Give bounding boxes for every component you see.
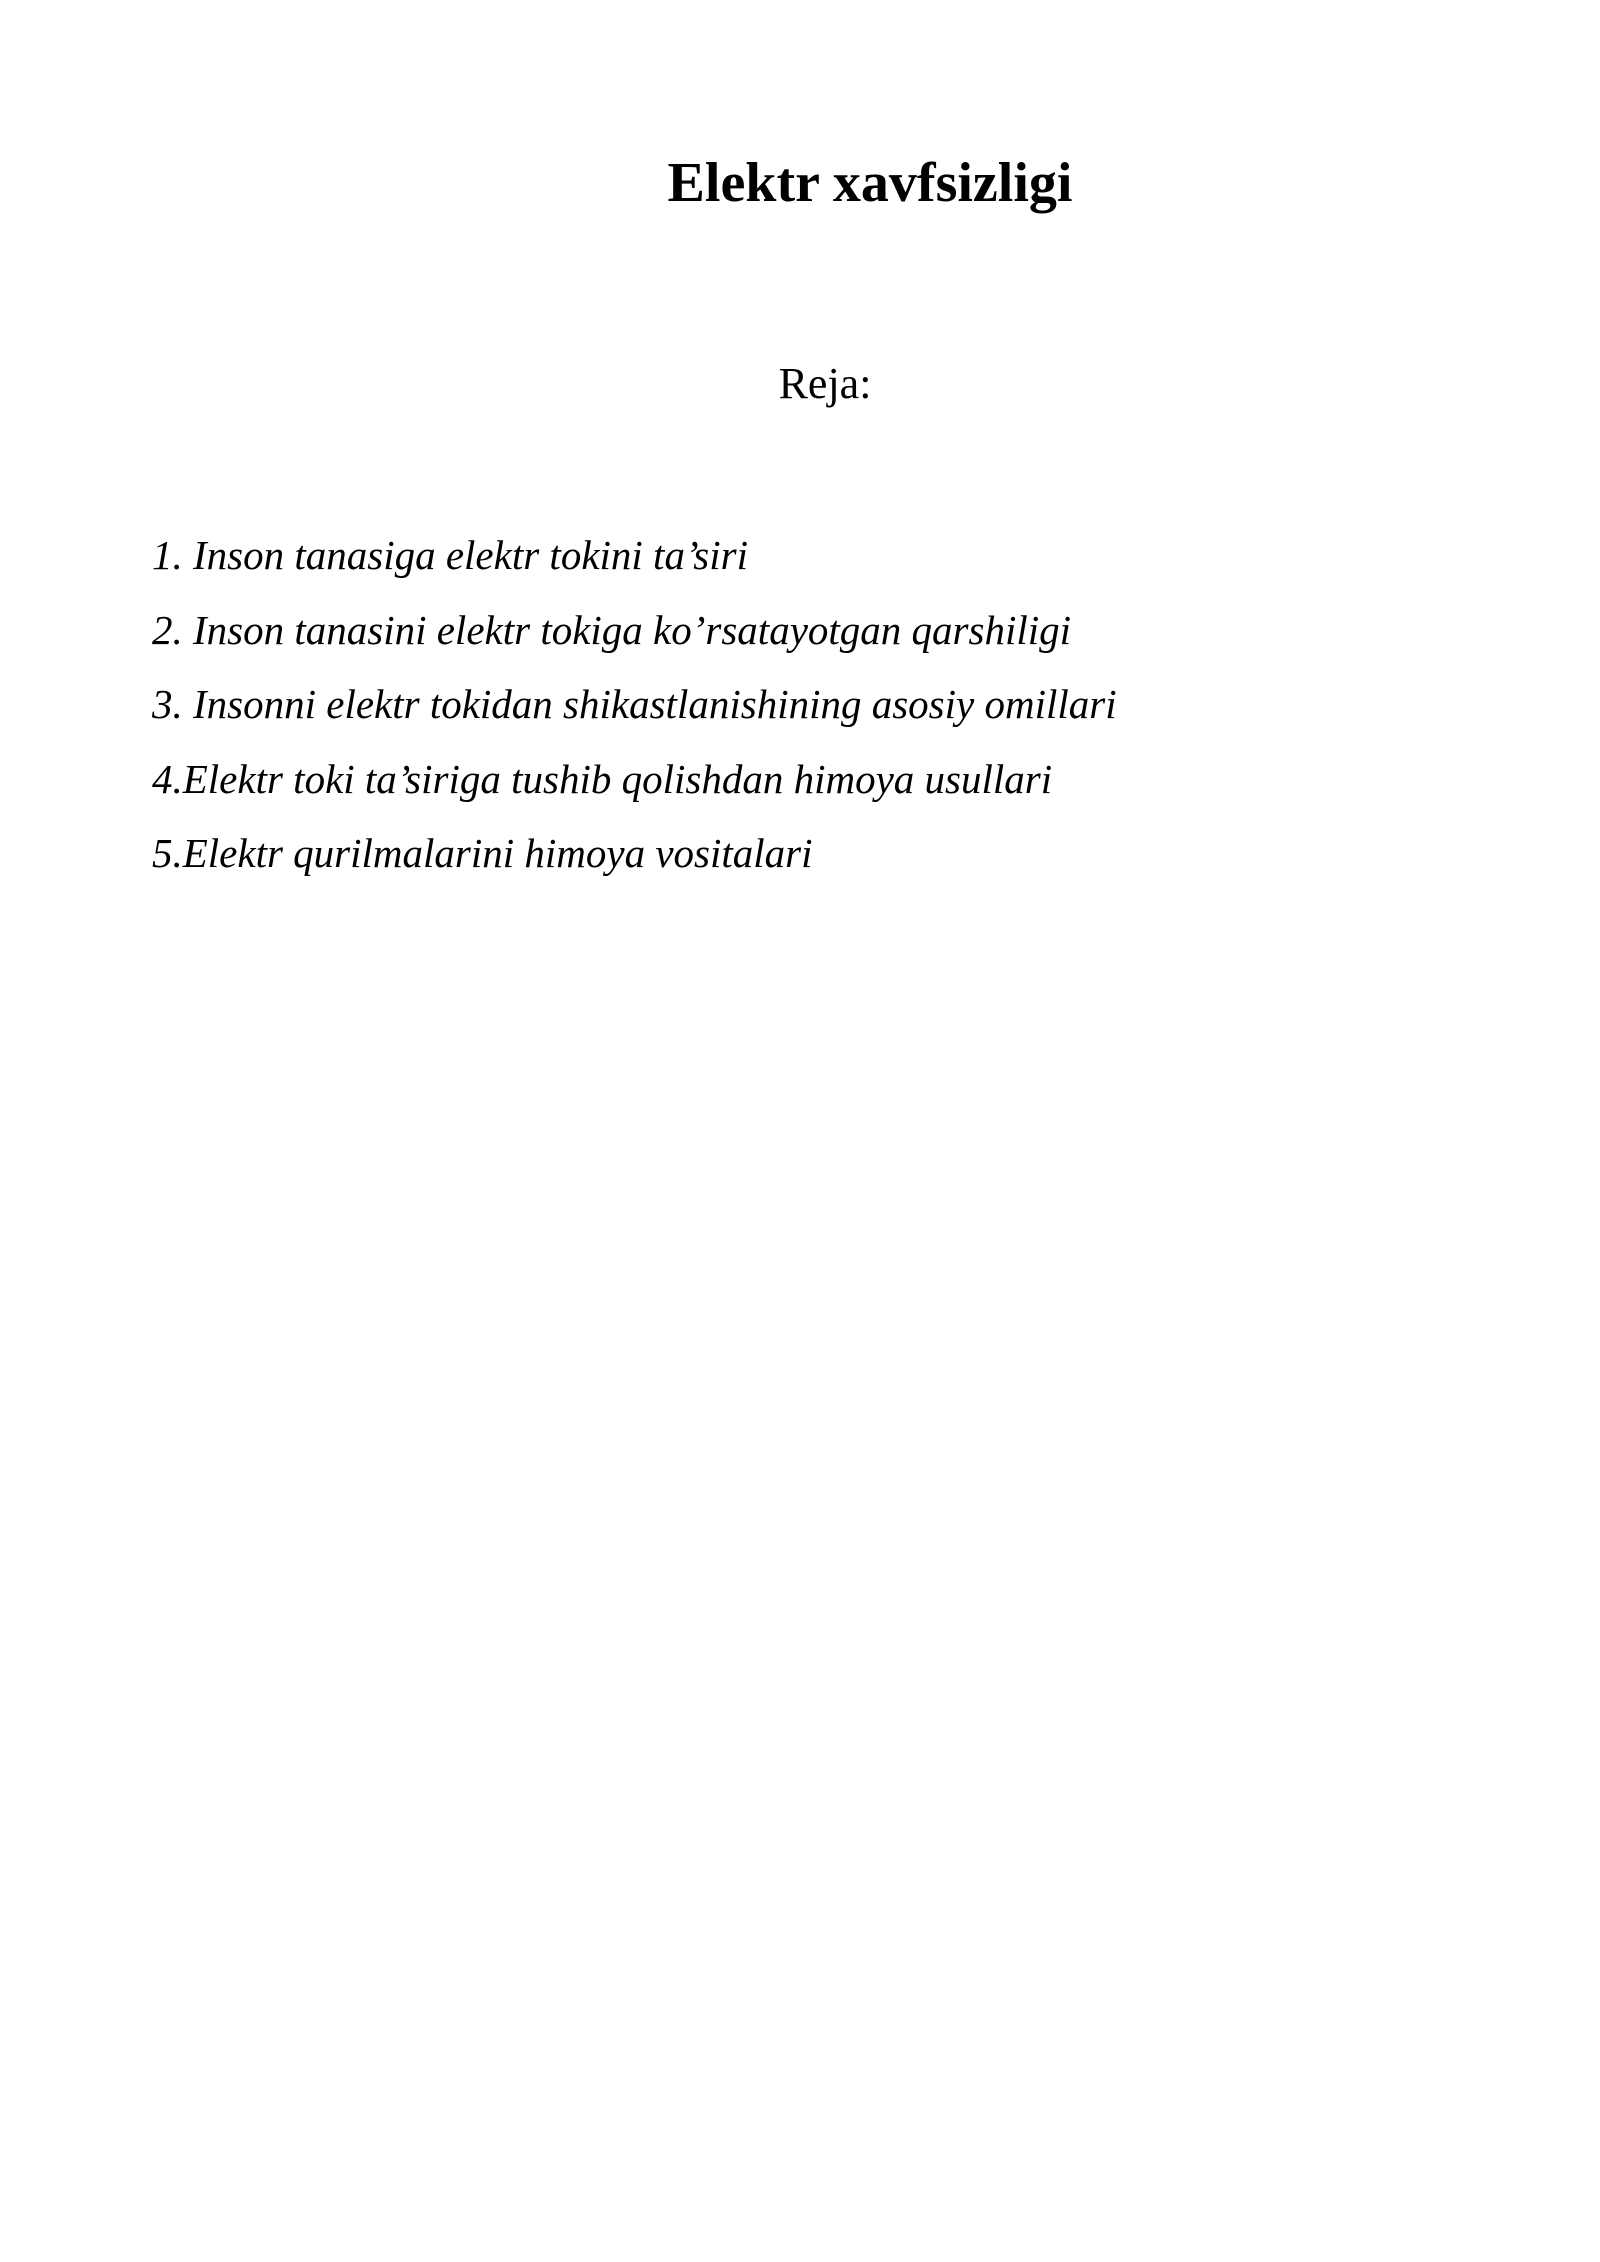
plan-item-5: 5.Elektr qurilmalarini himoya vositalari — [152, 830, 813, 876]
plan-item-4: 4.Elektr toki ta’siriga tushib qolishdan himoya usullari — [152, 755, 1053, 802]
plan-item-2: 2. Inson tanasini elektr tokiga ko’rsatayotgan qarshiligi — [152, 606, 1072, 653]
plan-heading: Reja: — [778, 359, 872, 408]
plan-item-3: 3. Insonni elektr tokidan shikastlanishining asosiy omillari — [152, 681, 1117, 727]
document-title: Elektr xavfsizligi — [667, 152, 1073, 214]
plan-list — [152, 518, 1117, 891]
plan-item-1: 1. Inson tanasiga elektr tokini ta’siri — [152, 532, 749, 578]
